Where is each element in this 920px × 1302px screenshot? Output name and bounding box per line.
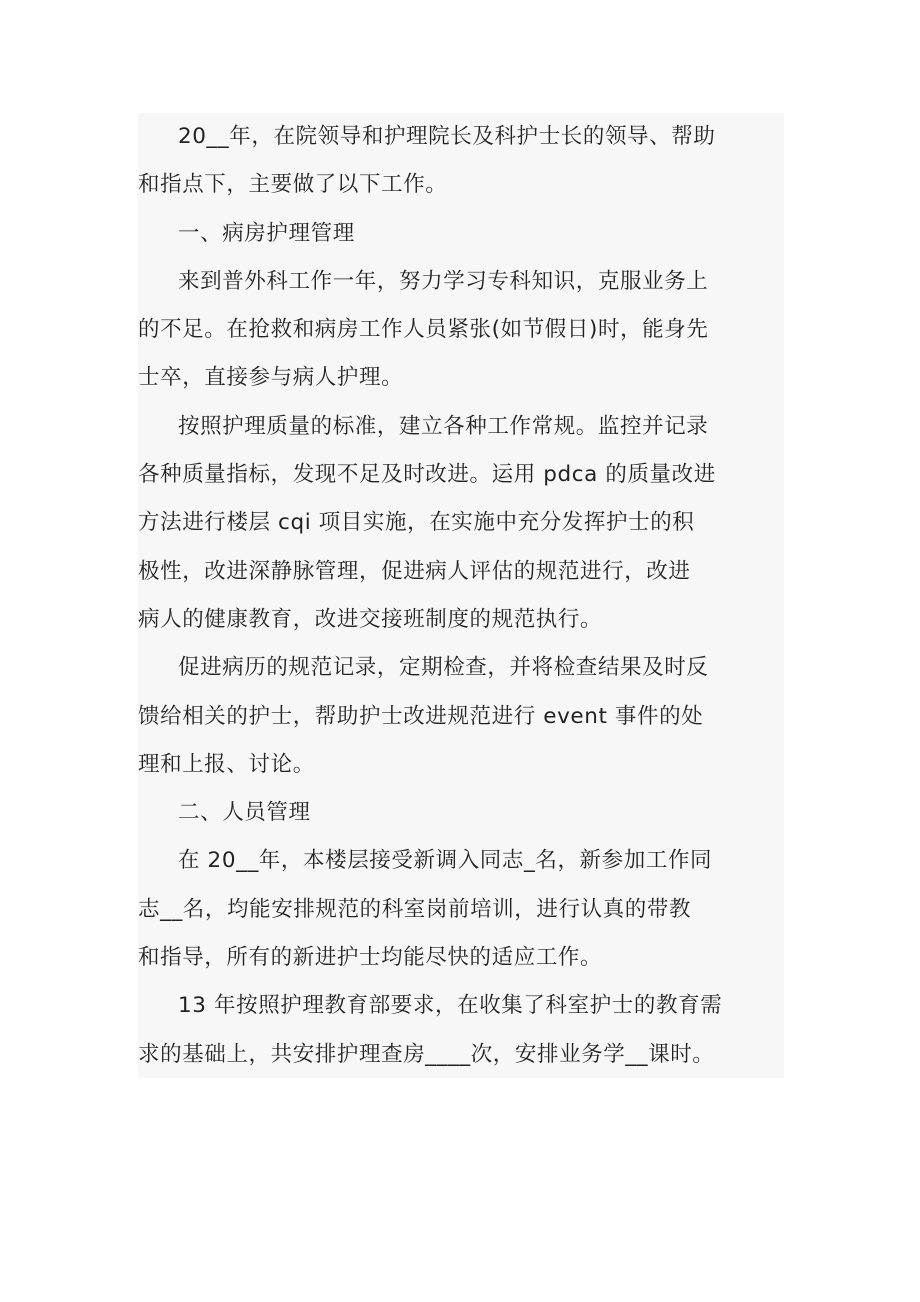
document-text-block [138,113,784,1078]
section-heading-staff-management [138,789,784,837]
text-line: 馈给相关的护士，帮助护士改进规范进行 event 事件的处 [138,703,704,729]
text-line: 理和上报、讨论。 [138,751,315,777]
text-line: 来到普外科工作一年，努力学习专科知识，克服业务上 [178,268,709,294]
section-heading-ward-management [138,210,784,258]
text-line: 士卒，直接参与病人护理。 [138,365,404,391]
text-line: 13 年按照护理教育部要求，在收集了科室护士的教育需 [178,993,723,1019]
text-line: 的不足。在抢救和病房工作人员紧张(如节假日)时，能身先 [138,317,709,343]
text-line: 促进病历的规范记录，定期检查，并将检查结果及时反 [178,655,709,681]
text-line: 求的基础上，共安排护理查房____次，安排业务学__课时。 [138,1041,715,1067]
heading-text: 一、病房护理管理 [178,220,355,246]
text-line: 20__年，在院领导和护理院长及科护士长的领导、帮助 [178,124,716,149]
text-line: 病人的健康教育，改进交接班制度的规范执行。 [138,606,603,632]
paragraph-ward-3 [138,644,784,789]
paragraph-ward-1 [138,258,784,403]
text-line: 各种质量指标，发现不足及时改进。运用 pdca 的质量改进 [138,462,716,488]
text-line: 和指导，所有的新进护士均能尽快的适应工作。 [138,945,603,971]
text-line: 和指点下，主要做了以下工作。 [138,172,448,198]
paragraph-intro [138,113,784,210]
text-line: 按照护理质量的标准，建立各种工作常规。监控并记录 [178,413,709,439]
heading-text: 二、人员管理 [178,800,311,826]
paragraph-staff-1 [138,837,784,982]
text-line: 方法进行楼层 cqi 项目实施，在实施中充分发挥护士的积 [138,510,695,536]
paragraph-staff-2 [138,982,784,1079]
text-line: 极性，改进深静脉管理，促进病人评估的规范进行，改进 [138,558,691,584]
text-line: 在 20__年，本楼层接受新调入同志_名，新参加工作同 [178,848,713,874]
paragraph-ward-2 [138,403,784,644]
text-line: 志__名，均能安排规范的科室岗前培训，进行认真的带教 [138,896,692,922]
